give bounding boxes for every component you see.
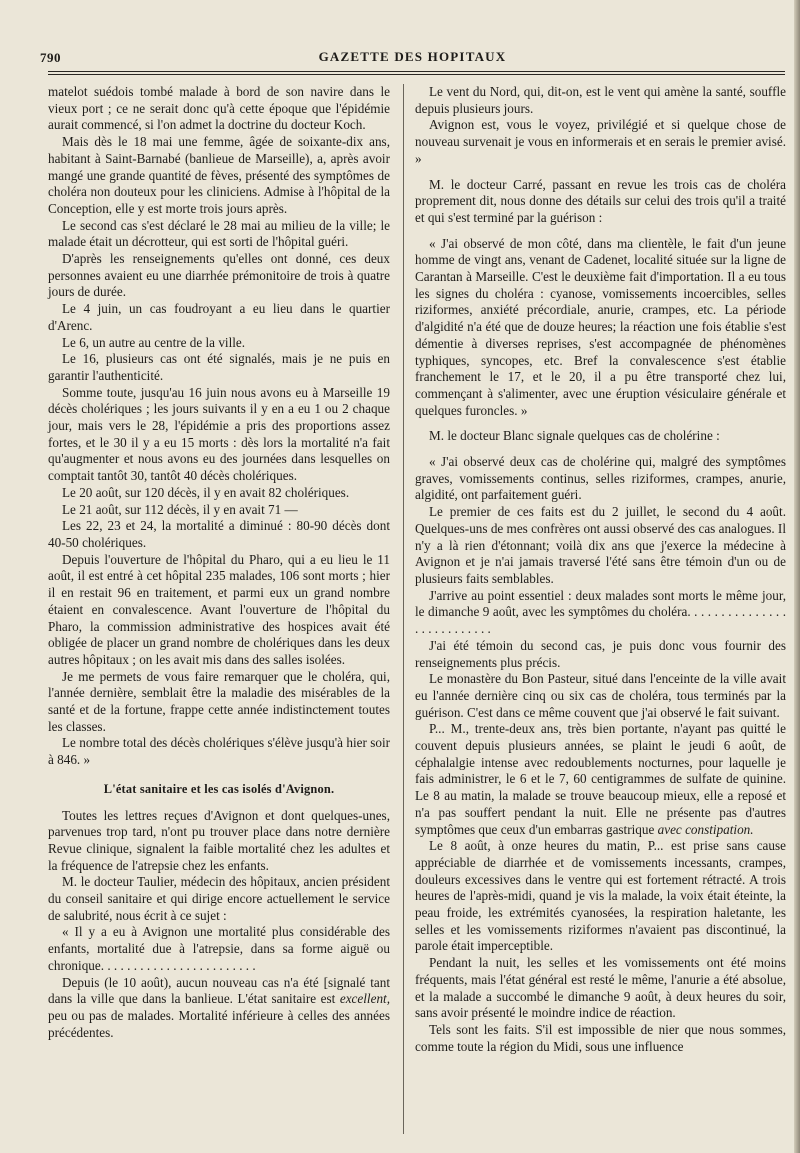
paragraph: Tels sont les faits. S'il est impossible de nier que nous sommes, comme toute la région du Midi, sous une influence — [415, 1021, 786, 1054]
paragraph: M. le docteur Blanc signale quelques cas de cholérine : — [429, 428, 720, 444]
paragraph: Le 6, un autre au centre de la ville. — [62, 334, 246, 350]
paragraph: M. le docteur Taulier, médecin des hôpitaux, ancien président du conseil sanitaire et qui dirige encore actuellement le service de salubrité, nous écrit à ce sujet : — [48, 874, 390, 923]
paragraph: Le 16, plusieurs cas ont été signalés, mais je ne puis en garantir l'authenticité. — [48, 351, 390, 383]
section-heading: L'état sanitaire et les cas isolés d'Avignon. — [103, 781, 335, 796]
paragraph: Toutes les lettres reçues d'Avignon et dont quelques-unes, parvenues trop tard, n'ont pu trouver place dans notre dernière Revue clinique, signalent la faible mortalité chez les adultes et la fréquence de l'atrepsie chez les enfants. — [48, 807, 390, 873]
paragraph: Le second cas s'est déclaré le 28 mai au milieu de la ville; le malade était un décrotteur, qui est sorti de l'hôpital guéri. — [48, 217, 390, 250]
running-title: GAZETTE DES HOPITAUX — [318, 49, 507, 64]
paragraph: Le monastère du Bon Pasteur, situé dans l'enceinte de la ville avait eu l'année dernière cinq ou six cas de choléra, tous terminés par la guérison. C'est dans ce même couvent que j'ai observé le fait suivant. — [415, 671, 786, 720]
paragraph — [415, 721, 786, 838]
paragraph: J'ai été témoin du second cas, je puis donc vous fournir des renseignements plus précis. — [415, 637, 786, 670]
text-run: P... M., trente-deux ans, très bien portante, n'ayant pas quitté le couvent depuis plusieurs années, se plaint le jeudi 6 août, de céphalalgie intense avec redoublements nocturnes, pour laquelle je fais administrer, le 6 et le 7, 60 centigrammes de sulfate de quinine. Le 8 au matin, la malade se trouve beaucoup mieux, elle a reposé et n'a pas souffert pendant la nuit. Elle ne présente pas d'autres symptômes que ceux d'un embarras gastrique — [415, 721, 786, 837]
italic-text: excellent, — [339, 991, 390, 1007]
paragraph: Les 22, 23 et 24, la mortalité a diminué : 80-90 décès dont 40-50 cholériques. — [48, 518, 390, 550]
italic-text: avec constipation. — [657, 821, 754, 837]
paragraph: Le 8 août, à onze heures du matin, P... est prise sans cause appréciable de diarrhée et de vomissements incessants, crampes, douleurs excessives dans le ventre qui est fortement rétracté. A trois heures de l'après-midi, quand je vis la malade, la voix était éteinte, la peau froide, les extrémités cyanosées, la respiration haletante, les selles et les vomissements riziformes n'avaient pas discontinué, la parole était imperceptible. — [415, 838, 786, 954]
page-header — [40, 46, 785, 68]
column-divider — [403, 84, 404, 1134]
paragraph: Depuis l'ouverture de l'hôpital du Pharo, qui a eu lieu le 11 août, il est entré à cet hôpital 235 malades, 106 sont morts ; hier il en restait 96 en traitement, et parmi eux un grand nombre étaient en convalescence. Avant l'ouverture de l'hôpital du Pharo, la commission administrative des hospices avait été obligée de placer un grand nombre de cholériques dans les deux autres hôpitaux ; on les avait mis dans des salles isolées. — [48, 551, 390, 667]
paragraph: Le 21 août, sur 112 décès, il y en avait 71 — — [62, 501, 298, 517]
paragraph: « J'ai observé de mon côté, dans ma clientèle, le fait d'un jeune homme de vingt ans, venant de Cadenet, localité située sur la ligne de Carantan à Marseille. C'est le deuxième fait d'importation. Il a eu tous les signes du choléra : cyanose, vomissements incoercibles, selles riziformes, anxiété précordiale, anurie, crampes, etc. La période d'algidité n'a été que de douze heures; la réaction une fois établie s'est démentie à diverses reprises, s'est accompagnée de phénomènes typhiques, syncopes, etc. Bref la convalescence s'est établie franchement le 17, et le 20, il a pu être transporté chez lui, commençant à s'alimenter, avec une éruption vésiculaire générale et quelques furoncles. » — [415, 235, 786, 418]
paragraph: Pendant la nuit, les selles et les vomissements ont été moins fréquents, mais l'état général est resté le même, l'anurie a été absolue, et la malade a succombé le dimanche 9 août, à deux heures du soir, sans avoir présenté le moindre indice de réaction. — [415, 955, 786, 1021]
paragraph: « J'ai observé deux cas de cholérine qui, malgré des symptômes graves, vomissements continus, selles riziformes, crampes, anurie, algidité, ont parfaitement guéri. — [415, 454, 786, 503]
text-run: peu ou pas de malades. Mortalité inférieure à celles des années précédentes. — [48, 1007, 390, 1040]
paragraph: Le vent du Nord, qui, dit-on, est le vent qui amène la santé, souffle depuis plusieurs jours. — [415, 84, 786, 116]
paragraph: Le 4 juin, un cas foudroyant a eu lieu dans le quartier d'Arenc. — [48, 301, 390, 333]
paragraph: Le premier de ces faits est du 2 juillet, le second du 4 août. Quelques-uns de mes confrères ont aussi observé des cas analogues. Il n'y a là rien d'étonnant; voilà dix ans que j'exerce la médecine à Avignon et je n'ai jamais traversé l'été sans être témoin d'un ou de plusieurs faits semblables. — [415, 504, 786, 586]
left-column — [48, 84, 390, 1041]
paragraph: D'après les renseignements qu'elles ont donné, ces deux personnes avaient eu une diarrhée prémonitoire de trois à quatre jours de durée. — [48, 251, 390, 300]
paragraph: Le 20 août, sur 120 décès, il y en avait 82 cholériques. — [62, 484, 350, 500]
page-edge-shadow — [794, 0, 800, 1153]
paragraph: Somme toute, jusqu'au 16 juin nous avons eu à Marseille 19 décès cholériques ; les jours suivants il y en a eu 1 ou 2 chaque jour, mais vers le 28, l'épidémie a pris des proportions assez fortes, et le 30 il y a eu 15 morts : dès lors la mortalité n'a fait qu'augmenter et nous avons eu des journées dans lesquelles on comptait tantôt 30, tantôt 40 décès cholériques. — [48, 384, 390, 484]
header-rule-top — [48, 71, 785, 72]
paragraph: matelot suédois tombé malade à bord de son navire dans le vieux port ; ce ne serait donc qu'à cette époque que l'épidémie aurait commencé, si l'on admet la doctrine du docteur Koch. — [48, 84, 390, 133]
page-number: 790 — [40, 50, 61, 65]
header-rule-bottom — [48, 74, 785, 75]
paragraph: Avignon est, vous le voyez, privilégié et si quelque chose de nouveau survenait je vous en informerais et en serais le premier avisé. » — [415, 117, 786, 166]
right-column — [415, 84, 786, 1055]
paragraph: Je me permets de vous faire remarquer que le choléra, qui, l'année dernière, semblait être la maladie des misérables de la santé et de la fortune, frappe cette année indistinctement toutes les classes. — [48, 668, 390, 734]
paragraph: Le nombre total des décès cholériques s'élève jusqu'à hier soir à 846. » — [48, 735, 390, 768]
paragraph: J'arrive au point essentiel : deux malades sont morts le même jour, le dimanche 9 août, avec les symptômes du choléra. . . . . . . . . . . . . . . . . . . . . . . . . . . — [415, 587, 786, 637]
paragraph: Mais dès le 18 mai une femme, âgée de soixante-dix ans, habitant à Saint-Barnabé (banlieue de Marseille), a, après avoir mangé une grande quantité de fèves, présenté des symptômes de choléra non douteux pour les cliniciens. Admise à l'hôpital de la Conception, elle y est morte trois jours après. — [48, 134, 390, 216]
paragraph: M. le docteur Carré, passant en revue les trois cas de choléra proprement dit, nous donne des détails sur celui des trois qu'il a traité et qui s'est terminé par la guérison : — [415, 176, 786, 225]
paragraph: « Il y a eu à Avignon une mortalité plus considérable des enfants, mortalité due à l'atrepsie, dans sa forme aiguë ou chronique. . . . . . . . . . . . . . . . . . . . . . . . — [48, 924, 390, 973]
paragraph — [48, 975, 390, 1042]
text-run: Depuis (le 10 août), aucun nouveau cas n'a été [signalé tant dans la ville que dans la banlieue. L'état sanitaire est — [48, 974, 390, 1007]
